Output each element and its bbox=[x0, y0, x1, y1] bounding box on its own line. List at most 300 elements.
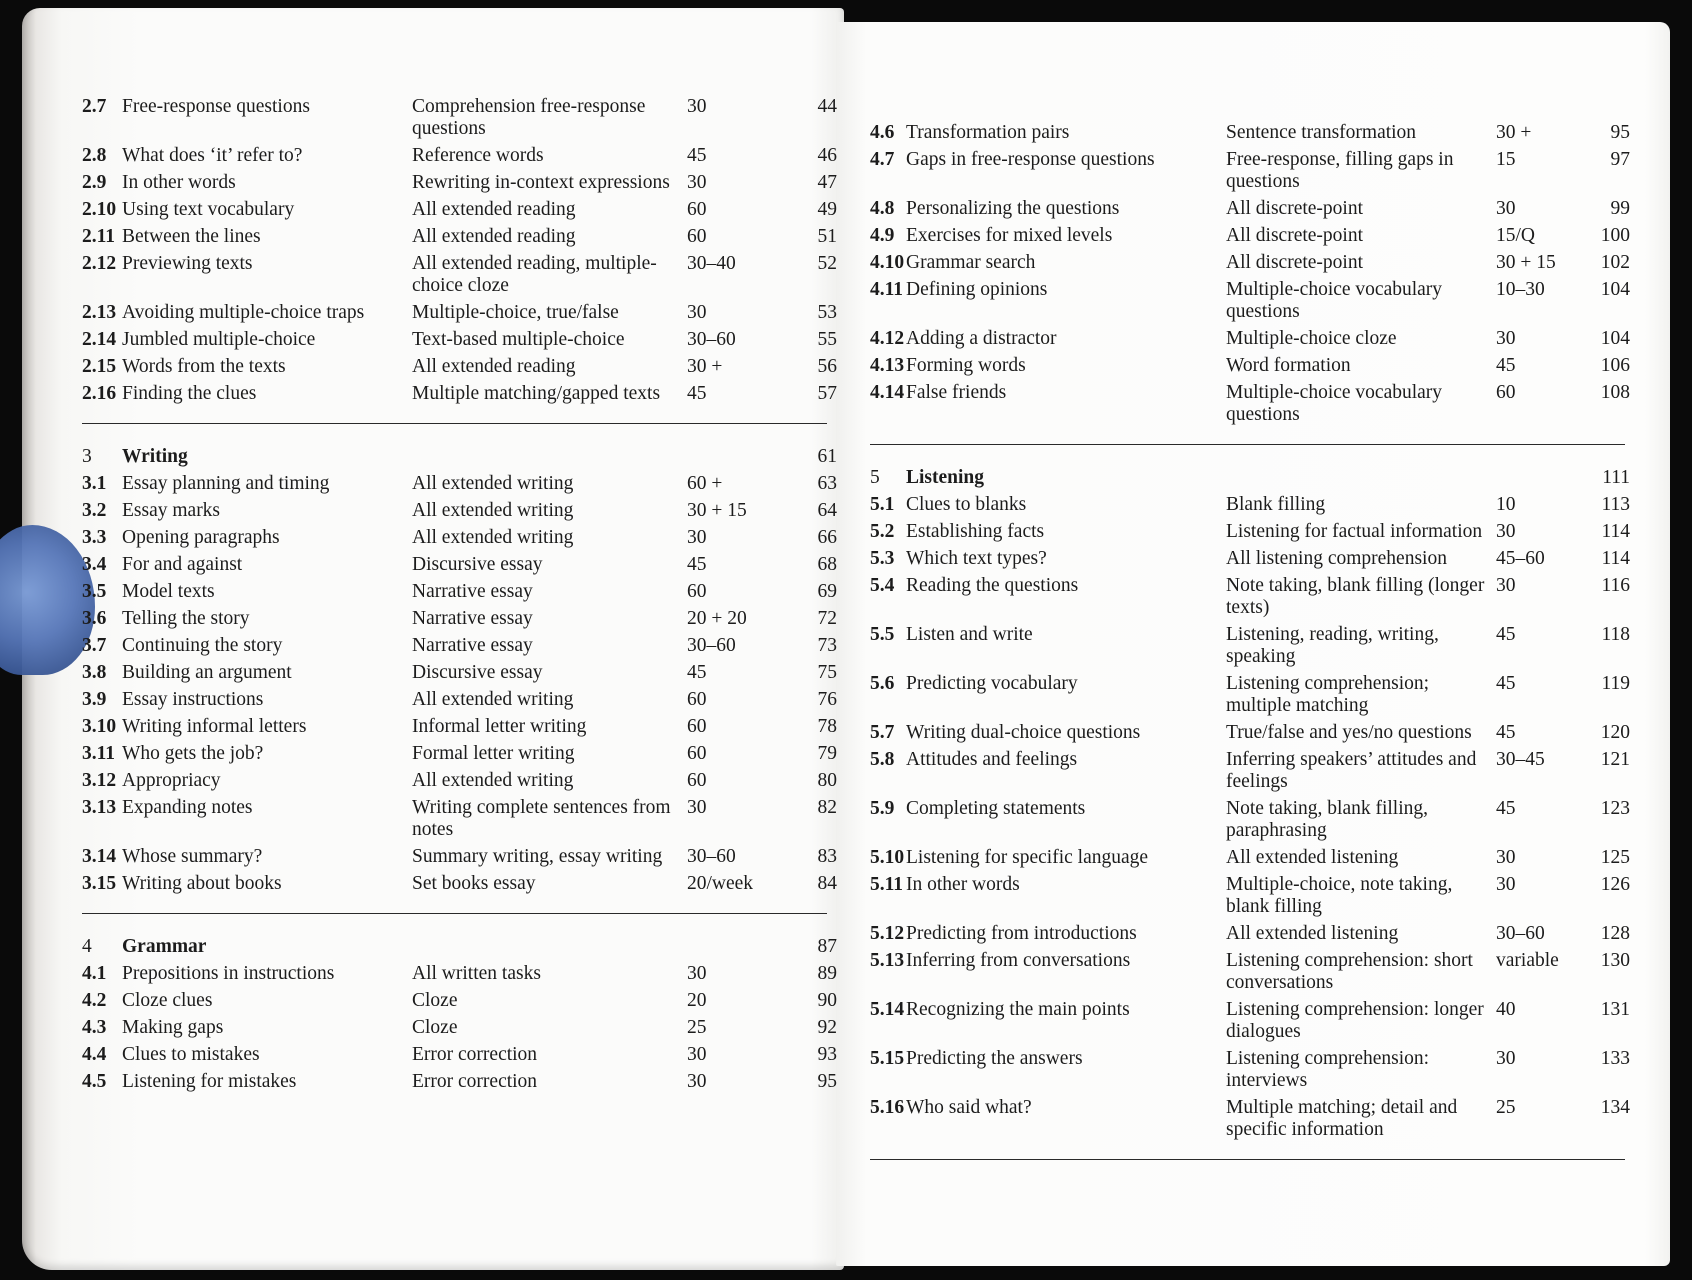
entry-number: 5.9 bbox=[870, 798, 895, 819]
toc-entry bbox=[870, 923, 1630, 945]
entry-number: 5.10 bbox=[870, 847, 905, 868]
entry-title-cell bbox=[82, 743, 412, 765]
entry-number: 4.13 bbox=[870, 355, 905, 376]
entry-title-cell bbox=[870, 198, 1226, 220]
entry-activity-type: All discrete-point bbox=[1226, 252, 1364, 273]
entry-page-number: 53 bbox=[817, 302, 837, 323]
entry-activity-type: Listening comprehension: longer dialogues bbox=[1226, 999, 1484, 1042]
entry-page-number: 69 bbox=[817, 581, 837, 602]
section-page: 111 bbox=[1602, 467, 1630, 488]
entry-activity-type: Discursive essay bbox=[412, 554, 543, 575]
toc-entry bbox=[82, 846, 837, 868]
toc-entry bbox=[82, 172, 837, 194]
entry-title-cell bbox=[82, 716, 412, 738]
entry-activity-type: All discrete-point bbox=[1226, 225, 1364, 246]
toc-entry bbox=[82, 963, 837, 985]
toc-entry bbox=[870, 355, 1630, 377]
entry-activity-type: Free-response, filling gaps in questions bbox=[1226, 149, 1454, 192]
entry-time: 60 bbox=[687, 581, 707, 602]
entry-time: 45 bbox=[1496, 624, 1516, 645]
section-4-list bbox=[82, 963, 837, 1093]
entry-time: 60 bbox=[687, 689, 707, 710]
entry-title: Clues to blanks bbox=[906, 494, 1027, 515]
entry-title: Completing statements bbox=[906, 798, 1086, 819]
entry-title-cell bbox=[82, 329, 412, 351]
entry-number: 5.3 bbox=[870, 548, 895, 569]
entry-page-number: 73 bbox=[817, 635, 837, 656]
section-2-list bbox=[82, 96, 837, 405]
entry-title: In other words bbox=[906, 874, 1020, 895]
section-divider bbox=[870, 444, 1625, 445]
entry-page-number: 104 bbox=[1600, 328, 1630, 349]
entry-number: 2.11 bbox=[82, 226, 116, 247]
entry-page-number: 75 bbox=[817, 662, 837, 683]
entry-page-number: 66 bbox=[817, 527, 837, 548]
entry-activity-type: Narrative essay bbox=[412, 635, 533, 656]
toc-entry bbox=[82, 581, 837, 603]
entry-title: Expanding notes bbox=[122, 797, 253, 818]
entry-page-number: 114 bbox=[1601, 548, 1630, 569]
entry-title-cell bbox=[82, 1017, 412, 1039]
entry-title-cell bbox=[82, 199, 412, 221]
entry-title: Telling the story bbox=[122, 608, 250, 629]
entry-title-cell bbox=[82, 990, 412, 1012]
entry-page-number: 68 bbox=[817, 554, 837, 575]
entry-number: 3.7 bbox=[82, 635, 107, 656]
entry-number: 2.7 bbox=[82, 96, 107, 117]
entry-title: What does ‘it’ refer to? bbox=[122, 145, 303, 166]
entry-time: 30 bbox=[1496, 1048, 1516, 1069]
entry-title: Free-response questions bbox=[122, 96, 310, 117]
entry-title: Gaps in free-response questions bbox=[906, 149, 1155, 170]
toc-entry bbox=[82, 554, 837, 576]
entry-page-number: 133 bbox=[1600, 1048, 1630, 1069]
entry-title-cell bbox=[82, 797, 412, 819]
entry-activity-type: Set books essay bbox=[412, 873, 536, 894]
entry-time: 30 bbox=[1496, 575, 1516, 596]
entry-title-cell bbox=[870, 950, 1226, 972]
entry-page-number: 56 bbox=[817, 356, 837, 377]
toc-entry bbox=[82, 226, 837, 248]
toc-entry bbox=[82, 873, 837, 895]
entry-title-cell bbox=[870, 494, 1226, 516]
entry-page-number: 118 bbox=[1601, 624, 1630, 645]
entry-activity-type: Multiple-choice vocabulary questions bbox=[1226, 382, 1443, 425]
entry-number: 5.6 bbox=[870, 673, 895, 694]
entry-title-cell bbox=[82, 581, 412, 603]
entry-title-cell bbox=[82, 473, 412, 495]
entry-time: 10 bbox=[1496, 494, 1516, 515]
toc-entry bbox=[870, 874, 1630, 918]
entry-page-number: 99 bbox=[1610, 198, 1630, 219]
entry-title-cell bbox=[870, 122, 1226, 144]
entry-title: Attitudes and feelings bbox=[906, 749, 1078, 770]
entry-title-cell bbox=[82, 356, 412, 378]
entry-title: Between the lines bbox=[122, 226, 261, 247]
entry-page-number: 134 bbox=[1600, 1097, 1630, 1118]
entry-page-number: 83 bbox=[817, 846, 837, 867]
entry-number: 3.5 bbox=[82, 581, 107, 602]
section-title: Grammar bbox=[122, 936, 207, 957]
entry-title-cell bbox=[870, 1048, 1226, 1070]
entry-title-cell bbox=[870, 382, 1226, 404]
entry-title-cell bbox=[82, 608, 412, 630]
entry-page-number: 47 bbox=[817, 172, 837, 193]
entry-time: 30–60 bbox=[687, 635, 736, 656]
entry-activity-type: Multiple-choice, note taking, blank filling bbox=[1226, 874, 1453, 917]
entry-page-number: 44 bbox=[817, 96, 837, 117]
entry-page-number: 90 bbox=[817, 990, 837, 1011]
toc-right bbox=[870, 122, 1630, 1182]
entry-title: Essay marks bbox=[122, 500, 221, 521]
entry-number: 5.7 bbox=[870, 722, 895, 743]
entry-activity-type: Error correction bbox=[412, 1044, 538, 1065]
toc-entry bbox=[82, 1071, 837, 1093]
entry-page-number: 72 bbox=[817, 608, 837, 629]
entry-time: 15 bbox=[1496, 149, 1516, 170]
section-number: 4 bbox=[82, 936, 92, 957]
entry-number: 3.4 bbox=[82, 554, 107, 575]
entry-title-cell bbox=[82, 662, 412, 684]
entry-title: Writing dual-choice questions bbox=[906, 722, 1141, 743]
entry-activity-type: All extended writing bbox=[412, 500, 574, 521]
toc-entry bbox=[82, 635, 837, 657]
entry-number: 4.3 bbox=[82, 1017, 107, 1038]
toc-entry bbox=[870, 722, 1630, 744]
entry-time: 30 bbox=[687, 1071, 707, 1092]
entry-number: 5.1 bbox=[870, 494, 895, 515]
entry-number: 2.8 bbox=[82, 145, 107, 166]
entry-page-number: 108 bbox=[1600, 382, 1630, 403]
entry-number: 4.4 bbox=[82, 1044, 107, 1065]
entry-number: 5.11 bbox=[870, 874, 904, 895]
toc-left bbox=[82, 96, 837, 1098]
entry-number: 2.15 bbox=[82, 356, 117, 377]
entry-activity-type: Listening, reading, writing, speaking bbox=[1226, 624, 1439, 667]
section-divider bbox=[870, 1159, 1625, 1160]
entry-title: Avoiding multiple-choice traps bbox=[122, 302, 365, 323]
section-heading-grammar bbox=[82, 936, 837, 958]
entry-page-number: 63 bbox=[817, 473, 837, 494]
entry-page-number: 46 bbox=[817, 145, 837, 166]
entry-title-cell bbox=[82, 554, 412, 576]
entry-page-number: 126 bbox=[1600, 874, 1630, 895]
entry-page-number: 79 bbox=[817, 743, 837, 764]
entry-activity-type: All extended reading bbox=[412, 226, 576, 247]
entry-time: 30 + bbox=[687, 356, 723, 377]
entry-time: 15/Q bbox=[1496, 225, 1535, 246]
toc-entry bbox=[870, 521, 1630, 543]
entry-title-cell bbox=[870, 575, 1226, 597]
toc-entry bbox=[82, 253, 837, 297]
entry-title: Jumbled multiple-choice bbox=[122, 329, 316, 350]
entry-number: 4.12 bbox=[870, 328, 905, 349]
entry-title-cell bbox=[870, 673, 1226, 695]
entry-time: 30 bbox=[687, 96, 707, 117]
entry-time: 60 bbox=[1496, 382, 1516, 403]
entry-title-cell bbox=[82, 527, 412, 549]
entry-activity-type: All discrete-point bbox=[1226, 198, 1364, 219]
entry-page-number: 92 bbox=[817, 1017, 837, 1038]
entry-activity-type: All extended reading bbox=[412, 356, 576, 377]
section-heading-listening bbox=[870, 467, 1630, 489]
entry-number: 2.16 bbox=[82, 383, 117, 404]
toc-entry bbox=[870, 494, 1630, 516]
entry-title: Personalizing the questions bbox=[906, 198, 1120, 219]
entry-title-cell bbox=[82, 226, 412, 248]
entry-activity-type: All extended reading, multiple-choice cloze bbox=[412, 253, 657, 296]
entry-title: Opening paragraphs bbox=[122, 527, 280, 548]
entry-number: 5.8 bbox=[870, 749, 895, 770]
entry-page-number: 113 bbox=[1601, 494, 1630, 515]
entry-activity-type: Multiple-choice, true/false bbox=[412, 302, 619, 323]
entry-number: 4.2 bbox=[82, 990, 107, 1011]
entry-title: Adding a distractor bbox=[906, 328, 1057, 349]
entry-title: Making gaps bbox=[122, 1017, 224, 1038]
entry-title-cell bbox=[870, 355, 1226, 377]
entry-number: 4.1 bbox=[82, 963, 107, 984]
entry-time: 30–45 bbox=[1496, 749, 1545, 770]
entry-title: Previewing texts bbox=[122, 253, 253, 274]
entry-number: 2.13 bbox=[82, 302, 117, 323]
entry-activity-type: Comprehension free-response questions bbox=[412, 96, 646, 139]
entry-title: Whose summary? bbox=[122, 846, 263, 867]
entry-activity-type: Text-based multiple-choice bbox=[412, 329, 625, 350]
toc-entry bbox=[870, 1097, 1630, 1141]
toc-entry bbox=[82, 1017, 837, 1039]
entry-activity-type: All extended writing bbox=[412, 689, 574, 710]
entry-page-number: 106 bbox=[1600, 355, 1630, 376]
entry-time: 20/week bbox=[687, 873, 754, 894]
entry-title-cell bbox=[82, 253, 412, 275]
entry-title: Listening for mistakes bbox=[122, 1071, 297, 1092]
entry-page-number: 82 bbox=[817, 797, 837, 818]
section-4-continued-list bbox=[870, 122, 1630, 426]
section-divider bbox=[82, 913, 827, 914]
section-page: 61 bbox=[817, 446, 837, 467]
entry-title: Finding the clues bbox=[122, 383, 257, 404]
entry-number: 3.1 bbox=[82, 473, 107, 494]
entry-title: Prepositions in instructions bbox=[122, 963, 335, 984]
toc-entry bbox=[870, 122, 1630, 144]
entry-time: 30 + bbox=[1496, 122, 1532, 143]
entry-page-number: 97 bbox=[1610, 149, 1630, 170]
entry-title: Predicting the answers bbox=[906, 1048, 1083, 1069]
entry-number: 3.13 bbox=[82, 797, 117, 818]
entry-time: 20 + 20 bbox=[687, 608, 747, 629]
toc-entry bbox=[870, 950, 1630, 994]
entry-title: Cloze clues bbox=[122, 990, 213, 1011]
entry-page-number: 64 bbox=[817, 500, 837, 521]
entry-title-cell bbox=[82, 873, 412, 895]
entry-number: 4.14 bbox=[870, 382, 905, 403]
entry-activity-type: All extended writing bbox=[412, 473, 574, 494]
entry-number: 2.12 bbox=[82, 253, 117, 274]
entry-time: 30 bbox=[687, 302, 707, 323]
entry-page-number: 80 bbox=[817, 770, 837, 791]
entry-number: 4.8 bbox=[870, 198, 895, 219]
entry-activity-type: All written tasks bbox=[412, 963, 541, 984]
entry-number: 5.12 bbox=[870, 923, 905, 944]
entry-title-cell bbox=[870, 999, 1226, 1021]
entry-time: 60 + bbox=[687, 473, 723, 494]
entry-page-number: 57 bbox=[817, 383, 837, 404]
entry-title-cell bbox=[82, 145, 412, 167]
entry-title: False friends bbox=[906, 382, 1007, 403]
toc-entry bbox=[82, 199, 837, 221]
entry-page-number: 49 bbox=[817, 199, 837, 220]
section-5-list bbox=[870, 494, 1630, 1141]
entry-activity-type: All extended writing bbox=[412, 770, 574, 791]
entry-title-cell bbox=[870, 923, 1226, 945]
entry-time: 60 bbox=[687, 743, 707, 764]
entry-number: 5.13 bbox=[870, 950, 905, 971]
entry-time: 20 bbox=[687, 990, 707, 1011]
entry-activity-type: Blank filling bbox=[1226, 494, 1326, 515]
entry-activity-type: All listening comprehension bbox=[1226, 548, 1447, 569]
section-number: 3 bbox=[82, 446, 92, 467]
entry-number: 4.6 bbox=[870, 122, 895, 143]
entry-time: 45 bbox=[1496, 722, 1516, 743]
entry-activity-type: Error correction bbox=[412, 1071, 538, 1092]
entry-time: variable bbox=[1496, 950, 1559, 971]
entry-page-number: 131 bbox=[1600, 999, 1630, 1020]
entry-page-number: 84 bbox=[817, 873, 837, 894]
toc-entry bbox=[82, 770, 837, 792]
entry-page-number: 119 bbox=[1601, 673, 1630, 694]
entry-time: 30 bbox=[687, 527, 707, 548]
entry-activity-type: Listening comprehension: interviews bbox=[1226, 1048, 1430, 1091]
entry-title-cell bbox=[870, 149, 1226, 171]
entry-activity-type: Note taking, blank filling, paraphrasing bbox=[1226, 798, 1429, 841]
entry-page-number: 123 bbox=[1600, 798, 1630, 819]
toc-entry bbox=[870, 999, 1630, 1043]
entry-page-number: 52 bbox=[817, 253, 837, 274]
section-divider bbox=[82, 423, 827, 424]
entry-number: 4.9 bbox=[870, 225, 895, 246]
section-title: Writing bbox=[122, 446, 188, 467]
entry-page-number: 128 bbox=[1600, 923, 1630, 944]
entry-activity-type: Inferring speakers’ attitudes and feelings bbox=[1226, 749, 1477, 792]
entry-title-cell bbox=[82, 963, 412, 985]
toc-entry bbox=[82, 743, 837, 765]
entry-time: 45 bbox=[1496, 355, 1516, 376]
entry-number: 2.10 bbox=[82, 199, 117, 220]
entry-activity-type: Word formation bbox=[1226, 355, 1351, 376]
entry-time: 45 bbox=[687, 554, 707, 575]
entry-number: 5.5 bbox=[870, 624, 895, 645]
entry-title-cell bbox=[82, 96, 412, 118]
entry-time: 30–40 bbox=[687, 253, 736, 274]
toc-entry bbox=[870, 382, 1630, 426]
section-number: 5 bbox=[870, 467, 880, 488]
entry-title-cell bbox=[870, 624, 1226, 646]
toc-entry bbox=[82, 329, 837, 351]
entry-time: 40 bbox=[1496, 999, 1516, 1020]
entry-number: 2.9 bbox=[82, 172, 107, 193]
entry-title: Establishing facts bbox=[906, 521, 1045, 542]
toc-entry bbox=[870, 624, 1630, 668]
entry-time: 45 bbox=[687, 383, 707, 404]
entry-title-cell bbox=[870, 328, 1226, 350]
entry-page-number: 114 bbox=[1601, 521, 1630, 542]
entry-page-number: 102 bbox=[1600, 252, 1630, 273]
entry-title-cell bbox=[870, 252, 1226, 274]
entry-title: Continuing the story bbox=[122, 635, 283, 656]
entry-activity-type: Note taking, blank filling (longer texts) bbox=[1226, 575, 1485, 618]
entry-page-number: 51 bbox=[817, 226, 837, 247]
entry-activity-type: True/false and yes/no questions bbox=[1226, 722, 1472, 743]
entry-page-number: 125 bbox=[1600, 847, 1630, 868]
entry-title: Essay planning and timing bbox=[122, 473, 330, 494]
entry-activity-type: Informal letter writing bbox=[412, 716, 587, 737]
entry-title: Grammar search bbox=[906, 252, 1036, 273]
entry-title-cell bbox=[82, 635, 412, 657]
toc-entry bbox=[82, 145, 837, 167]
toc-entry bbox=[870, 328, 1630, 350]
entry-number: 3.15 bbox=[82, 873, 117, 894]
entry-number: 3.6 bbox=[82, 608, 107, 629]
entry-activity-type: Narrative essay bbox=[412, 581, 533, 602]
entry-activity-type: Discursive essay bbox=[412, 662, 543, 683]
entry-page-number: 76 bbox=[817, 689, 837, 710]
toc-entry bbox=[870, 149, 1630, 193]
entry-time: 60 bbox=[687, 226, 707, 247]
entry-time: 60 bbox=[687, 770, 707, 791]
entry-time: 60 bbox=[687, 716, 707, 737]
entry-time: 45 bbox=[1496, 798, 1516, 819]
entry-time: 30 bbox=[1496, 847, 1516, 868]
entry-number: 3.8 bbox=[82, 662, 107, 683]
entry-page-number: 130 bbox=[1600, 950, 1630, 971]
toc-entry bbox=[82, 990, 837, 1012]
toc-entry bbox=[870, 1048, 1630, 1092]
entry-activity-type: Sentence transformation bbox=[1226, 122, 1417, 143]
toc-entry bbox=[870, 798, 1630, 842]
toc-entry bbox=[82, 797, 837, 841]
toc-entry bbox=[82, 473, 837, 495]
toc-entry bbox=[82, 662, 837, 684]
entry-activity-type: Formal letter writing bbox=[412, 743, 575, 764]
toc-entry bbox=[82, 96, 837, 140]
entry-title: Listening for specific language bbox=[906, 847, 1149, 868]
entry-title: Predicting from introductions bbox=[906, 923, 1137, 944]
entry-title: Recognizing the main points bbox=[906, 999, 1130, 1020]
entry-activity-type: Multiple-choice cloze bbox=[1226, 328, 1397, 349]
entry-title-cell bbox=[870, 749, 1226, 771]
entry-number: 3.14 bbox=[82, 846, 117, 867]
entry-activity-type: All extended reading bbox=[412, 199, 576, 220]
entry-title-cell bbox=[870, 225, 1226, 247]
entry-title: Exercises for mixed levels bbox=[906, 225, 1113, 246]
entry-title: Writing informal letters bbox=[122, 716, 307, 737]
entry-number: 3.10 bbox=[82, 716, 117, 737]
entry-number: 3.9 bbox=[82, 689, 107, 710]
entry-number: 3.12 bbox=[82, 770, 117, 791]
entry-title-cell bbox=[82, 500, 412, 522]
entry-activity-type: Cloze bbox=[412, 1017, 458, 1038]
toc-entry bbox=[82, 689, 837, 711]
entry-title: Predicting vocabulary bbox=[906, 673, 1078, 694]
entry-number: 5.15 bbox=[870, 1048, 905, 1069]
entry-page-number: 121 bbox=[1600, 749, 1630, 770]
entry-title: Writing about books bbox=[122, 873, 282, 894]
entry-activity-type: Reference words bbox=[412, 145, 544, 166]
toc-entry bbox=[870, 548, 1630, 570]
section-heading-writing bbox=[82, 446, 837, 468]
entry-title: Using text vocabulary bbox=[122, 199, 295, 220]
entry-time: 30 bbox=[687, 963, 707, 984]
